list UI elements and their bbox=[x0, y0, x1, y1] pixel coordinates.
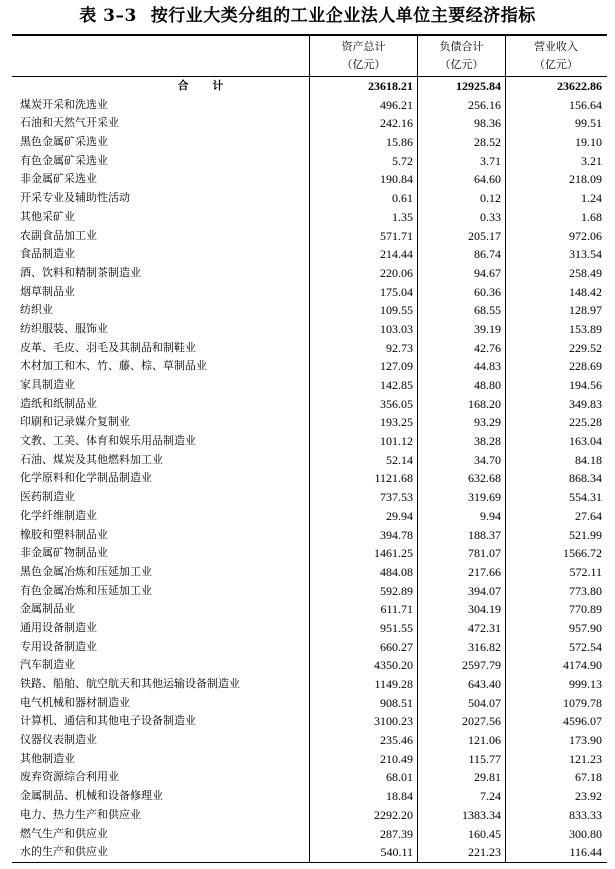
table-row bbox=[12, 170, 607, 189]
liabilities-value: 2597.79 bbox=[417, 656, 505, 675]
revenue-value: 572.54 bbox=[505, 638, 606, 657]
liabilities-value: 316.82 bbox=[417, 638, 505, 657]
assets-value: 5.72 bbox=[309, 152, 417, 171]
revenue-value: 572.11 bbox=[505, 563, 606, 582]
indicators-table bbox=[12, 34, 607, 863]
revenue-value: 153.89 bbox=[505, 320, 606, 339]
assets-value: 660.27 bbox=[309, 638, 417, 657]
industry-name: 电力、热力生产和供应业 bbox=[20, 807, 141, 821]
total-assets: 23618.21 bbox=[309, 77, 417, 96]
revenue-value: 163.04 bbox=[505, 432, 606, 451]
table-title bbox=[0, 4, 615, 28]
header-industry-blank bbox=[12, 36, 309, 76]
revenue-value: 868.34 bbox=[505, 469, 606, 488]
table-row bbox=[12, 469, 607, 488]
industry-name: 家具制造业 bbox=[20, 378, 75, 391]
assets-value: 127.09 bbox=[309, 357, 417, 376]
table-row bbox=[12, 787, 607, 806]
revenue-value: 148.42 bbox=[505, 283, 606, 302]
liabilities-value: 34.70 bbox=[417, 451, 505, 470]
revenue-value: 229.52 bbox=[505, 339, 606, 358]
table-row bbox=[12, 283, 607, 302]
industry-name: 有色金属矿采选业 bbox=[20, 153, 108, 167]
table-row bbox=[12, 638, 607, 657]
assets-value: 951.55 bbox=[309, 619, 417, 638]
assets-value: 356.05 bbox=[309, 395, 417, 414]
liabilities-value: 93.29 bbox=[417, 413, 505, 432]
liabilities-value: 221.23 bbox=[417, 843, 505, 862]
header-revenue-unit: （亿元） bbox=[534, 58, 578, 71]
industry-name: 开采专业及辅助性活动 bbox=[20, 191, 130, 205]
assets-value: 190.84 bbox=[309, 170, 417, 189]
table-row bbox=[12, 600, 607, 619]
industry-name: 烟草制品业 bbox=[20, 284, 75, 298]
table-row bbox=[12, 507, 607, 526]
revenue-value: 19.10 bbox=[505, 133, 606, 152]
header-liabilities-label: 负债合计 bbox=[439, 40, 484, 53]
industry-name: 石油和天然气开采业 bbox=[20, 116, 119, 130]
revenue-value: 349.83 bbox=[505, 395, 606, 414]
assets-value: 540.11 bbox=[309, 843, 417, 862]
industry-name: 纺织业 bbox=[20, 303, 53, 317]
liabilities-value: 98.36 bbox=[417, 114, 505, 133]
table-row bbox=[12, 114, 607, 133]
revenue-value: 128.97 bbox=[505, 301, 606, 320]
liabilities-value: 38.28 bbox=[417, 432, 505, 451]
industry-name: 文教、工美、体育和娱乐用品制造业 bbox=[20, 434, 196, 448]
table-row bbox=[12, 731, 607, 750]
assets-value: 18.84 bbox=[309, 787, 417, 806]
liabilities-value: 1383.34 bbox=[417, 806, 505, 825]
table-row bbox=[12, 488, 607, 507]
industry-name: 电气机械和器材制造业 bbox=[20, 695, 130, 709]
revenue-value: 84.18 bbox=[505, 451, 606, 470]
assets-value: 101.12 bbox=[309, 432, 417, 451]
revenue-value: 67.18 bbox=[505, 768, 606, 787]
liabilities-value: 29.81 bbox=[417, 768, 505, 787]
revenue-value: 121.23 bbox=[505, 750, 606, 769]
revenue-value: 1566.72 bbox=[505, 544, 606, 563]
industry-name: 石油、煤炭及其他燃料加工业 bbox=[20, 452, 163, 466]
industry-name: 农副食品加工业 bbox=[20, 228, 97, 242]
liabilities-value: 205.17 bbox=[417, 227, 505, 246]
liabilities-value: 188.37 bbox=[417, 526, 505, 545]
liabilities-value: 504.07 bbox=[417, 694, 505, 713]
liabilities-value: 9.94 bbox=[417, 507, 505, 526]
assets-value: 15.86 bbox=[309, 133, 417, 152]
liabilities-value: 68.55 bbox=[417, 301, 505, 320]
table-row bbox=[12, 563, 607, 582]
industry-name: 纺织服装、服饰业 bbox=[20, 321, 108, 335]
industry-name: 废弃资源综合利用业 bbox=[20, 770, 119, 784]
header-revenue bbox=[505, 36, 606, 76]
industry-name: 印刷和记录媒介复制业 bbox=[20, 415, 130, 429]
liabilities-value: 319.69 bbox=[417, 488, 505, 507]
revenue-value: 1.68 bbox=[505, 208, 606, 227]
table-row bbox=[12, 339, 607, 358]
industry-name: 橡胶和塑料制品业 bbox=[20, 527, 108, 541]
liabilities-value: 304.19 bbox=[417, 600, 505, 619]
assets-value: 109.55 bbox=[309, 301, 417, 320]
industry-name: 造纸和纸制品业 bbox=[20, 396, 97, 410]
assets-value: 592.89 bbox=[309, 582, 417, 601]
liabilities-value: 94.67 bbox=[417, 264, 505, 283]
total-label: 合 计 bbox=[177, 79, 234, 92]
assets-value: 92.73 bbox=[309, 339, 417, 358]
table-row bbox=[12, 843, 607, 862]
assets-value: 1.35 bbox=[309, 208, 417, 227]
industry-name: 水的生产和供应业 bbox=[20, 845, 108, 859]
assets-value: 175.04 bbox=[309, 283, 417, 302]
header-assets-unit: （亿元） bbox=[341, 58, 386, 71]
table-row bbox=[12, 806, 607, 825]
liabilities-value: 781.07 bbox=[417, 544, 505, 563]
table-row bbox=[12, 432, 607, 451]
revenue-value: 554.31 bbox=[505, 488, 606, 507]
assets-value: 3100.23 bbox=[309, 712, 417, 731]
assets-value: 29.94 bbox=[309, 507, 417, 526]
industry-name: 非金属矿采选业 bbox=[20, 172, 97, 186]
industry-name: 金属制品业 bbox=[20, 602, 75, 616]
revenue-value: 1079.78 bbox=[505, 694, 606, 713]
table-row bbox=[12, 152, 607, 171]
table-row bbox=[12, 768, 607, 787]
assets-value: 1121.68 bbox=[309, 469, 417, 488]
assets-value: 242.16 bbox=[309, 114, 417, 133]
assets-value: 1149.28 bbox=[309, 675, 417, 694]
table-header bbox=[12, 36, 607, 77]
liabilities-value: 2027.56 bbox=[417, 712, 505, 731]
table-row bbox=[12, 395, 607, 414]
revenue-value: 833.33 bbox=[505, 806, 606, 825]
industry-name: 金属制品、机械和设备修理业 bbox=[20, 789, 163, 803]
table-title-text: 按行业大类分组的工业企业法人单位主要经济指标 bbox=[150, 6, 536, 26]
industry-name: 煤炭开采和洗选业 bbox=[20, 97, 108, 111]
assets-value: 235.46 bbox=[309, 731, 417, 750]
table-row bbox=[12, 208, 607, 227]
industry-name: 铁路、船舶、航空航天和其他运输设备制造业 bbox=[20, 677, 240, 690]
assets-value: 193.25 bbox=[309, 413, 417, 432]
total-revenue: 23622.86 bbox=[505, 77, 606, 96]
assets-value: 496.21 bbox=[309, 96, 417, 115]
revenue-value: 194.56 bbox=[505, 376, 606, 395]
table-row bbox=[12, 133, 607, 152]
assets-value: 4350.20 bbox=[309, 656, 417, 675]
liabilities-value: 632.68 bbox=[417, 469, 505, 488]
revenue-value: 228.69 bbox=[505, 357, 606, 376]
liabilities-value: 42.76 bbox=[417, 339, 505, 358]
liabilities-value: 256.16 bbox=[417, 96, 505, 115]
industry-name: 食品制造业 bbox=[20, 247, 75, 261]
table-row bbox=[12, 619, 607, 638]
total-row bbox=[12, 77, 607, 96]
industry-name: 黑色金属矿采选业 bbox=[20, 135, 108, 149]
revenue-value: 225.28 bbox=[505, 413, 606, 432]
liabilities-value: 60.36 bbox=[417, 283, 505, 302]
industry-name: 汽车制造业 bbox=[20, 658, 75, 672]
industry-name: 燃气生产和供应业 bbox=[20, 826, 108, 840]
revenue-value: 773.80 bbox=[505, 582, 606, 601]
industry-name: 其他采矿业 bbox=[20, 209, 75, 223]
header-liabilities-unit: （亿元） bbox=[439, 58, 484, 71]
table-row bbox=[12, 582, 607, 601]
table-body bbox=[12, 77, 607, 862]
industry-name: 医药制造业 bbox=[20, 490, 75, 504]
table-row bbox=[12, 544, 607, 563]
table-row bbox=[12, 357, 607, 376]
industry-name: 皮革、毛皮、羽毛及其制品和制鞋业 bbox=[20, 340, 196, 354]
assets-value: 214.44 bbox=[309, 245, 417, 264]
industry-name: 其他制造业 bbox=[20, 751, 75, 765]
industry-name: 专用设备制造业 bbox=[20, 639, 97, 653]
table-row bbox=[12, 320, 607, 339]
assets-value: 68.01 bbox=[309, 768, 417, 787]
table-row bbox=[12, 825, 607, 844]
liabilities-value: 217.66 bbox=[417, 563, 505, 582]
industry-name: 木材加工和木、竹、藤、棕、草制品业 bbox=[20, 359, 207, 373]
revenue-value: 27.64 bbox=[505, 507, 606, 526]
industry-name: 化学纤维制造业 bbox=[20, 508, 97, 522]
liabilities-value: 168.20 bbox=[417, 395, 505, 414]
table-row bbox=[12, 264, 607, 283]
table-row bbox=[12, 526, 607, 545]
revenue-value: 23.92 bbox=[505, 787, 606, 806]
revenue-value: 218.09 bbox=[505, 170, 606, 189]
assets-value: 52.14 bbox=[309, 451, 417, 470]
assets-value: 220.06 bbox=[309, 264, 417, 283]
liabilities-value: 48.80 bbox=[417, 376, 505, 395]
assets-value: 394.78 bbox=[309, 526, 417, 545]
table-row bbox=[12, 451, 607, 470]
table-row bbox=[12, 694, 607, 713]
industry-name: 酒、饮料和精制茶制造业 bbox=[20, 265, 141, 279]
total-liabilities: 12925.84 bbox=[417, 77, 505, 96]
revenue-value: 99.51 bbox=[505, 114, 606, 133]
assets-value: 210.49 bbox=[309, 750, 417, 769]
table-row bbox=[12, 227, 607, 246]
industry-name: 通用设备制造业 bbox=[20, 620, 97, 634]
industry-name: 计算机、通信和其他电子设备制造业 bbox=[20, 714, 196, 728]
liabilities-value: 160.45 bbox=[417, 825, 505, 844]
revenue-value: 3.21 bbox=[505, 152, 606, 171]
revenue-value: 4174.90 bbox=[505, 656, 606, 675]
revenue-value: 313.54 bbox=[505, 245, 606, 264]
liabilities-value: 28.52 bbox=[417, 133, 505, 152]
header-liabilities bbox=[417, 36, 505, 76]
revenue-value: 999.13 bbox=[505, 675, 606, 694]
table-row bbox=[12, 245, 607, 264]
assets-value: 2292.20 bbox=[309, 806, 417, 825]
liabilities-value: 115.77 bbox=[417, 750, 505, 769]
liabilities-value: 0.33 bbox=[417, 208, 505, 227]
liabilities-value: 44.83 bbox=[417, 357, 505, 376]
liabilities-value: 7.24 bbox=[417, 787, 505, 806]
assets-value: 611.71 bbox=[309, 600, 417, 619]
industry-name: 黑色金属冶炼和压延加工业 bbox=[20, 564, 152, 578]
liabilities-value: 64.60 bbox=[417, 170, 505, 189]
industry-name: 有色金属冶炼和压延加工业 bbox=[20, 583, 152, 597]
revenue-value: 156.64 bbox=[505, 96, 606, 115]
revenue-value: 972.06 bbox=[505, 227, 606, 246]
liabilities-value: 39.19 bbox=[417, 320, 505, 339]
header-revenue-label: 营业收入 bbox=[534, 40, 578, 53]
header-assets bbox=[309, 36, 417, 76]
liabilities-value: 394.07 bbox=[417, 582, 505, 601]
liabilities-value: 472.31 bbox=[417, 619, 505, 638]
revenue-value: 258.49 bbox=[505, 264, 606, 283]
assets-value: 103.03 bbox=[309, 320, 417, 339]
industry-name: 非金属矿物制品业 bbox=[20, 546, 108, 560]
industry-name: 化学原料和化学制品制造业 bbox=[20, 471, 152, 485]
liabilities-value: 643.40 bbox=[417, 675, 505, 694]
table-row bbox=[12, 712, 607, 731]
revenue-value: 770.89 bbox=[505, 600, 606, 619]
revenue-value: 1.24 bbox=[505, 189, 606, 208]
assets-value: 142.85 bbox=[309, 376, 417, 395]
revenue-value: 173.90 bbox=[505, 731, 606, 750]
revenue-value: 521.99 bbox=[505, 526, 606, 545]
table-row bbox=[12, 750, 607, 769]
assets-value: 1461.25 bbox=[309, 544, 417, 563]
assets-value: 484.08 bbox=[309, 563, 417, 582]
revenue-value: 4596.07 bbox=[505, 712, 606, 731]
assets-value: 737.53 bbox=[309, 488, 417, 507]
table-row bbox=[12, 189, 607, 208]
liabilities-value: 3.71 bbox=[417, 152, 505, 171]
industry-name: 仪器仪表制造业 bbox=[20, 733, 97, 747]
revenue-value: 116.44 bbox=[505, 843, 606, 862]
header-assets-label: 资产总计 bbox=[341, 40, 386, 53]
liabilities-value: 121.06 bbox=[417, 731, 505, 750]
table-row bbox=[12, 376, 607, 395]
assets-value: 287.39 bbox=[309, 825, 417, 844]
assets-value: 571.71 bbox=[309, 227, 417, 246]
table-row bbox=[12, 301, 607, 320]
liabilities-value: 86.74 bbox=[417, 245, 505, 264]
table-number: 表 3–3 bbox=[79, 6, 137, 26]
table-row bbox=[12, 413, 607, 432]
table-row bbox=[12, 675, 607, 694]
liabilities-value: 0.12 bbox=[417, 189, 505, 208]
revenue-value: 957.90 bbox=[505, 619, 606, 638]
table-row bbox=[12, 656, 607, 675]
assets-value: 908.51 bbox=[309, 694, 417, 713]
revenue-value: 300.80 bbox=[505, 825, 606, 844]
table-row bbox=[12, 96, 607, 115]
assets-value: 0.61 bbox=[309, 189, 417, 208]
